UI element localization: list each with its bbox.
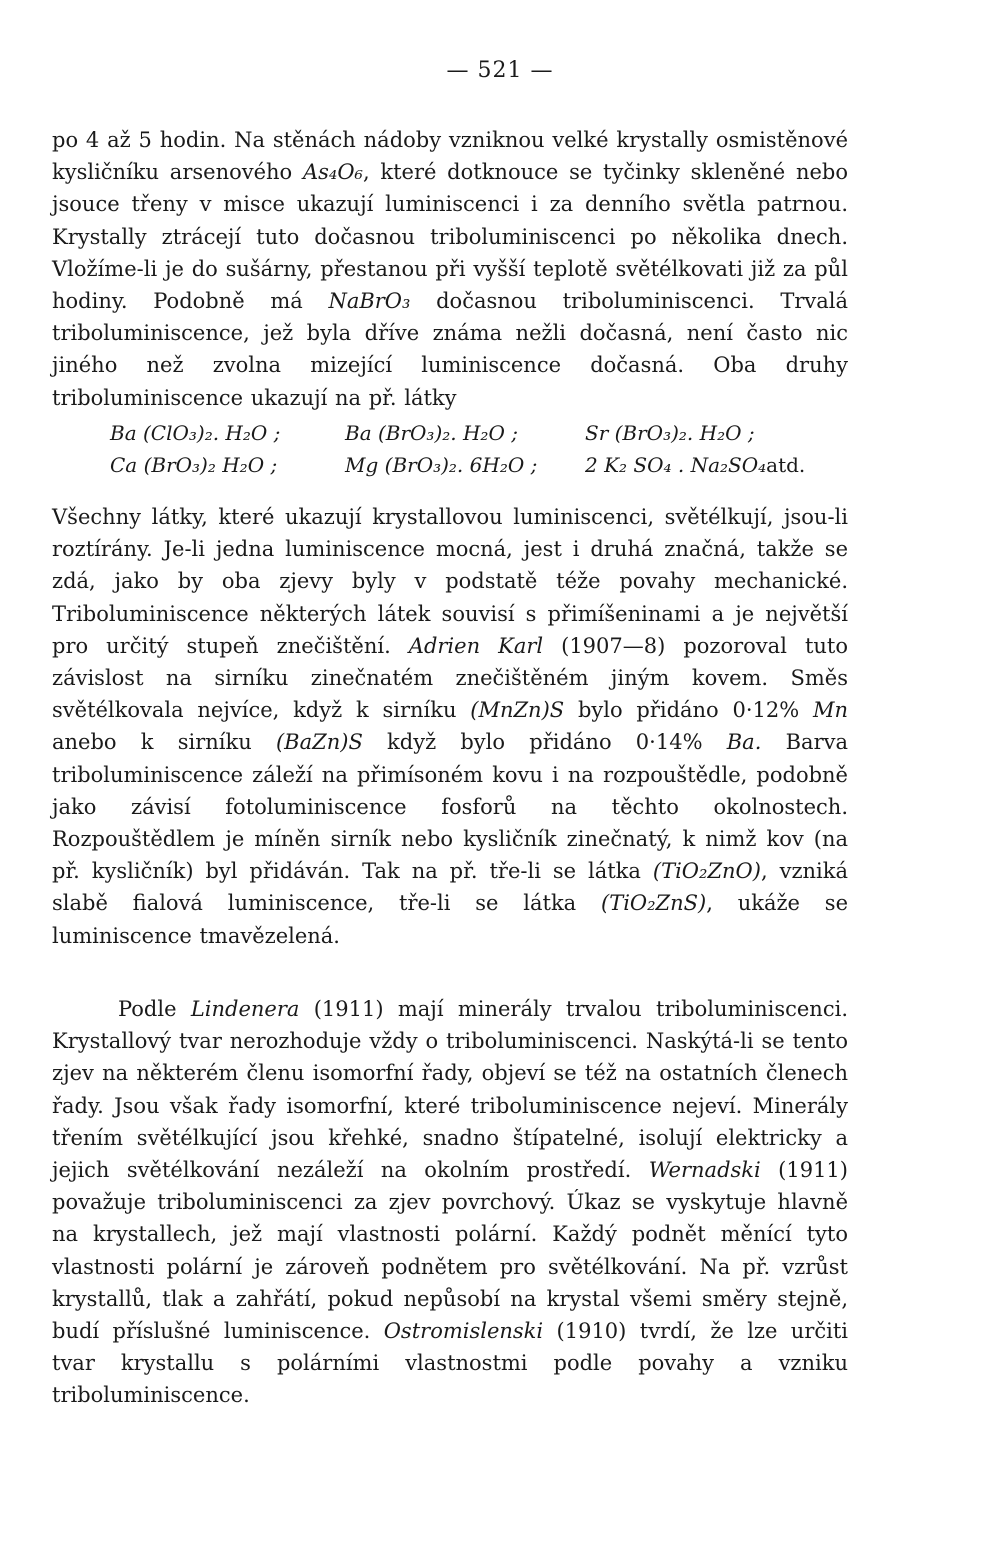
paragraph-3-text-4: (1910) tvrdí, že lze určiti tvar krystallu s polárními vlastnostmi podle povahy a vzniku triboluminiscence. (52, 1319, 848, 1408)
formula-mnzn-s: (MnZn)S (470, 698, 565, 723)
author-wernadski: Wernadski (648, 1158, 761, 1183)
formula-barium-chlorate: Ba (ClO₃)₂. H₂O ; (110, 421, 281, 445)
paragraph-2 (52, 501, 848, 952)
paragraph-2-text-2: (1907—8) pozoroval tuto závislost na sirníku zinečnatém znečištěném jiným kovem. Směs světélkovala nejvíce, když k sirníku (52, 633, 848, 723)
paragraph-2-text-3: bylo přidáno 0·12% (564, 698, 813, 723)
formula-tio2zns: (TiO₂ZnS) (601, 891, 707, 916)
formula-block (110, 417, 860, 481)
formula-sodium-bromate: NaBrO₃ (328, 289, 411, 314)
formula-double-sulfate: 2 K₂ SO₄ . Na₂SO₄ (585, 453, 767, 477)
formula-ba: Ba. (726, 730, 762, 755)
page-number: — 521 — (446, 58, 554, 83)
formula-row-2 (110, 449, 860, 481)
formula-etc: atd. (766, 453, 806, 477)
formula-strontium-bromate: Sr (BrO₃)₂. H₂O ; (585, 421, 755, 445)
paragraph-1-text-2: , které dotknouce se tyčinky skleněné nebo jsouce třeny v misce ukazují luminiscenci i za denního světla patrnou. Krystally ztrácejí tuto dočasnou triboluminiscenci po několika dnech. Vložíme-li je do sušárny, přestanou při vyšší teplotě světélkovati již za půl hodiny. Podobně má (52, 160, 849, 314)
paragraph-1-text-3: dočasnou triboluminiscenci. Trvalá triboluminiscence, jež byla dříve známa nežli dočasná, není často nic jiného než zvolna mizející luminiscence dočasná. Oba druhy triboluminiscence ukazují na př. látky (52, 289, 848, 410)
formula-barium-bromate: Ba (BrO₃)₂. H₂O ; (345, 421, 518, 445)
paragraph-2-text-6: Barva triboluminiscence záleží na přimísoném kovu i na rozpouštědle, podobně jako závisí fotoluminiscence fosforů na těchto okolnostech. Rozpouštědlem je míněn sirník nebo kysličník zinečnatý, k nimž kov (na př. kysličník) byl přidáván. Tak na př. tře-li se látka (52, 730, 848, 884)
paragraph-1-text-1: po 4 až 5 hodin. Na stěnách nádoby vzniknou velké krystally osmistěnové kysličníku arsenového (52, 128, 848, 185)
paragraph-3-text-3: (1911) považuje triboluminiscenci za zjev povrchový. Úkaz se vyskytuje hlavně na krystallech, jež mají vlastnosti polární. Každý podnět měnící tyto vlastnosti polární je zároveň podnětem pro světélkování. Na př. vzrůst krystallů, tlak a zahřátí, pokud nepůsobí na krystal všemi směry stejně, budí příslušné luminiscence. (52, 1158, 848, 1344)
formula-bazn-s: (BaZn)S (275, 730, 363, 755)
paragraph-2-text-8: , ukáže se luminiscence tmavězelená. (52, 891, 848, 948)
formula-magnesium-bromate: Mg (BrO₃)₂. 6H₂O ; (345, 453, 538, 477)
formula-row-1 (110, 417, 860, 449)
author-ostromislenski: Ostromislenski (383, 1319, 544, 1344)
paragraph-2-text-5: když bylo přidáno 0·14% (362, 730, 727, 755)
formula-mn: Mn (812, 698, 848, 723)
formula-arsenic-oxide: As₄O₆ (302, 160, 363, 185)
formula-tio2zno: (TiO₂ZnO) (652, 859, 761, 884)
paragraph-3-text-1: Podle (118, 997, 191, 1021)
paragraph-2-text-1: Všechny látky, které ukazují krystallovou luminiscenci, světélkují, jsou-li roztírány. Je-li jedna luminiscence mocná, jest i druhá značná, takže se zdá, jako by oba zjevy byly v podstatě téže povahy mechanické. Triboluminiscence některých látek souvisí s přimíšeninami a je největší pro určitý stupeň znečištění. (52, 505, 848, 658)
paragraph-3 (52, 993, 848, 1412)
paragraph-1 (52, 124, 848, 414)
paragraph-2-text-7: , vzniká slabě fialová luminiscence, tře-li se látka (52, 859, 849, 916)
paragraph-3-text-2: (1911) mají minerály trvalou triboluminiscenci. Krystallový tvar nerozhoduje vždy o triboluminiscenci. Naskýtá-li se tento zjev na některém členu isomorfní řady, objeví se též na ostatních členech řady. Jsou však řady isomorfní, které triboluminiscence nejeví. Minerály třením světélkující jsou křehké, snadno štípatelné, isolují elektricky a jejich světélkování nezáleží na okolním prostředí. (52, 997, 848, 1183)
paragraph-2-text-4: anebo k sirníku (52, 730, 276, 755)
author-adrien-karl: Adrien Karl (408, 633, 544, 658)
author-lindener: Lindenera (190, 997, 300, 1021)
formula-calcium-bromate: Ca (BrO₃)₂ H₂O ; (110, 453, 278, 477)
